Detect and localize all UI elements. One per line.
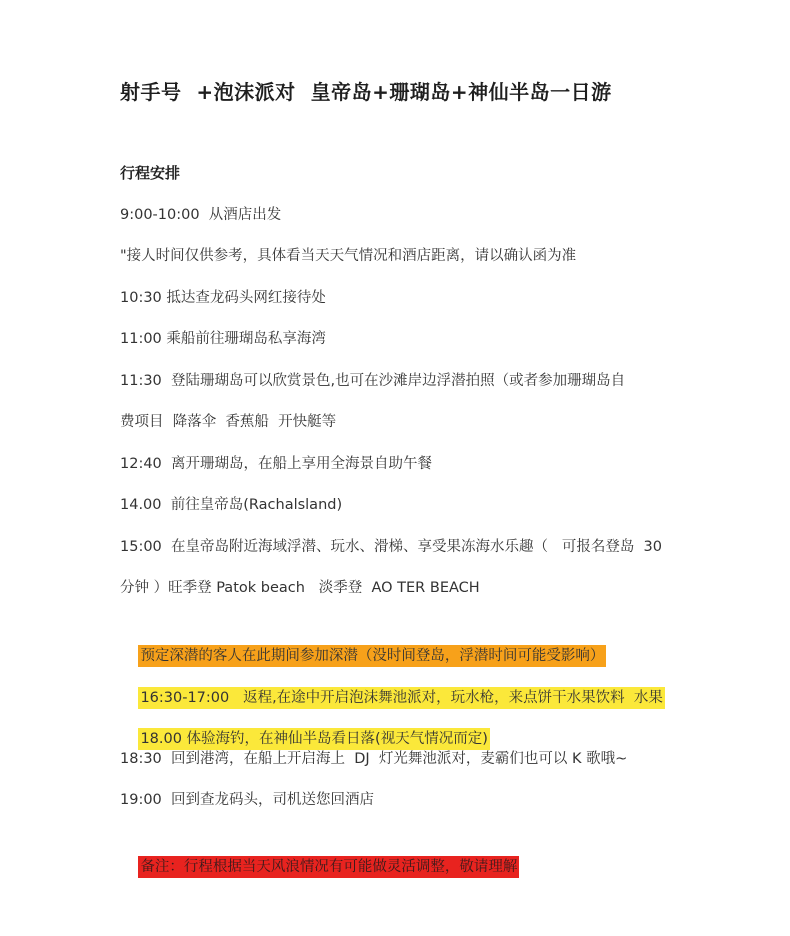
itinerary-line: 14.00 前往皇帝岛(Rachalsland) bbox=[120, 497, 343, 513]
highlight-line-red bbox=[120, 834, 519, 900]
itinerary-line: "接人时间仅供参考，具体看当天天气情况和酒店距离，请以确认函为准 bbox=[120, 248, 577, 264]
itinerary-line: 19:00 回到查龙码头，司机送您回酒店 bbox=[120, 792, 375, 808]
fishing-sunset-line: 18.00 体验海钓，在神仙半岛看日落(视天气情况而定) bbox=[138, 728, 489, 750]
remark-note: 备注：行程根据当天风浪情况有可能做灵活调整，敬请理解 bbox=[138, 856, 519, 878]
itinerary-line: 12:40 离开珊瑚岛，在船上享用全海景自助午餐 bbox=[120, 456, 433, 472]
section-heading-schedule: 行程安排 bbox=[120, 164, 181, 182]
itinerary-line: 15:00 在皇帝岛附近海域浮潜、玩水、滑梯、享受果冻海水乐趣（ 可报名登岛 30 bbox=[120, 539, 662, 555]
return-foam-party-line: 16:30-17:00 返程,在途中开启泡沫舞池派对，玩水枪，来点饼干水果饮料 水果 bbox=[138, 687, 664, 709]
itinerary-line: 18:30 回到港湾，在船上开启海上 DJ 灯光舞池派对，麦霸们也可以 K 歌哦~ bbox=[120, 751, 628, 767]
itinerary-line: 11:00 乘船前往珊瑚岛私享海湾 bbox=[120, 331, 326, 347]
deep-dive-note: 预定深潜的客人在此期间参加深潜（没时间登岛，浮潜时间可能受影响） bbox=[138, 645, 606, 667]
itinerary-line: 9:00-10:00 从酒店出发 bbox=[120, 207, 282, 223]
document-title: 射手号 +泡沫派对 皇帝岛+珊瑚岛+神仙半岛一日游 bbox=[120, 80, 612, 104]
itinerary-line: 费项目 降落伞 香蕉船 开快艇等 bbox=[120, 414, 337, 430]
itinerary-line: 分钟 ）旺季登 Patok beach 淡季登 AO TER BEACH bbox=[120, 580, 480, 596]
itinerary-line: 11:30 登陆珊瑚岛可以欣赏景色,也可在沙滩岸边浮潜拍照（或者参加珊瑚岛自 bbox=[120, 373, 626, 389]
itinerary-line: 10:30 抵达查龙码头网红接待处 bbox=[120, 290, 326, 306]
